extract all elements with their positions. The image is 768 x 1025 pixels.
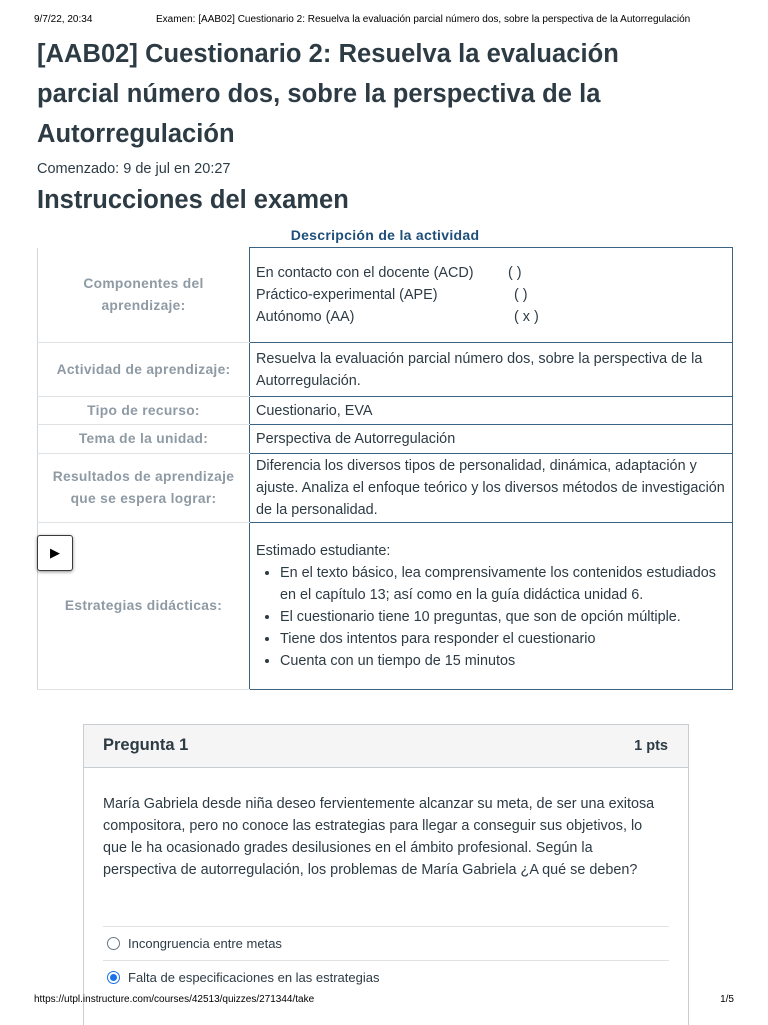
radio-button-selected[interactable] — [107, 971, 120, 984]
question-header — [84, 725, 688, 768]
print-header — [34, 14, 734, 28]
started-timestamp: Comenzado: 9 de jul en 20:27 — [37, 161, 231, 177]
list-item: • En el texto básico, lea comprensivamente los contenidos estudiados en el capítulo 13; así como en la guía didáctica unidad 6. — [280, 562, 726, 606]
question-title: Pregunta 1 — [103, 736, 189, 754]
print-date: 9/7/22, 20:34 — [34, 14, 93, 25]
table-row — [38, 397, 733, 425]
results-value: Diferencia los diversos tipos de personalidad, dinámica, adaptación y ajuste. Analiza el enfoque teórico y los diversos métodos de investigación de la personalidad. — [250, 454, 733, 523]
results-label: Resultados de aprendizaje que se espera lograr: — [38, 454, 250, 523]
table-row — [38, 425, 733, 454]
strategies-intro: Estimado estudiante: — [256, 543, 391, 559]
component-name: Práctico-experimental (APE) — [256, 287, 438, 303]
play-button[interactable] — [37, 535, 73, 571]
component-item — [256, 284, 726, 306]
component-item — [256, 262, 726, 284]
component-mark: ( ) — [514, 287, 528, 303]
component-mark: ( ) — [508, 265, 522, 281]
topic-value: Perspectiva de Autorregulación — [250, 425, 733, 454]
activity-table — [37, 247, 733, 690]
print-page-title: Examen: [AAB02] Cuestionario 2: Resuelva la evaluación parcial número dos, sobre la perspectiva de la Autorregulación — [156, 14, 691, 25]
table-row — [38, 343, 733, 397]
answer-label[interactable]: Incongruencia entre metas — [128, 936, 282, 951]
list-item: • Cuenta con un tiempo de 15 minutos — [280, 650, 726, 672]
instructions-heading: Instrucciones del examen — [37, 186, 349, 214]
activity-value: Resuelva la evaluación parcial número dos, sobre la perspectiva de la Autorregulación. — [250, 343, 733, 397]
question-text: María Gabriela desde niña deseo fervientemente alcanzar su meta, de ser una exitosa compositora, pero no conoce las estrategias para llegar a conseguir sus objetivos, lo que le ha ocasionado grades desilusiones en el ámbito profesional. Según la perspectiva de autorregulación, los problemas de María Gabriela ¿A qué se deben? — [103, 796, 655, 878]
resource-value: Cuestionario, EVA — [250, 397, 733, 425]
list-item: • Tiene dos intentos para responder el cuestionario — [280, 628, 726, 650]
activity-table-caption: Descripción de la actividad — [290, 227, 480, 243]
table-row — [38, 454, 733, 523]
radio-button[interactable] — [107, 937, 120, 950]
play-icon: ▶ — [50, 545, 60, 560]
print-page-number: 1/5 — [720, 994, 734, 1005]
quiz-title-line: parcial número dos, sobre la perspectiva de la — [37, 80, 601, 108]
activity-label: Actividad de aprendizaje: — [38, 343, 250, 397]
component-name: En contacto con el docente (ACD) — [256, 265, 474, 281]
strategies-value — [250, 523, 733, 690]
strategies-label: Estrategias didácticas: — [38, 523, 250, 690]
answer-option[interactable] — [103, 926, 669, 960]
component-item — [256, 306, 726, 328]
components-value — [250, 248, 733, 343]
components-label: Componentes del aprendizaje: — [38, 248, 250, 343]
quiz-title-line: [AAB02] Cuestionario 2: Resuelva la evaluación — [37, 40, 619, 68]
answer-option[interactable] — [103, 960, 669, 994]
question-card — [83, 724, 689, 1025]
table-row — [38, 248, 733, 343]
component-mark: ( x ) — [514, 309, 539, 325]
print-url: https://utpl.instructure.com/courses/42513/quizzes/271344/take — [34, 994, 315, 1005]
quiz-title — [37, 34, 737, 154]
topic-label: Tema de la unidad: — [38, 425, 250, 454]
quiz-title-line: Autorregulación — [37, 120, 235, 148]
component-name: Autónomo (AA) — [256, 309, 355, 325]
table-row — [38, 523, 733, 690]
strategies-list — [256, 562, 726, 672]
list-item: • El cuestionario tiene 10 preguntas, que son de opción múltiple. — [280, 606, 726, 628]
answer-list — [103, 926, 669, 994]
answer-label[interactable]: Falta de especificaciones en las estrategias — [128, 970, 380, 985]
print-footer — [34, 994, 734, 1008]
question-points: 1 pts — [634, 738, 668, 754]
resource-label: Tipo de recurso: — [38, 397, 250, 425]
